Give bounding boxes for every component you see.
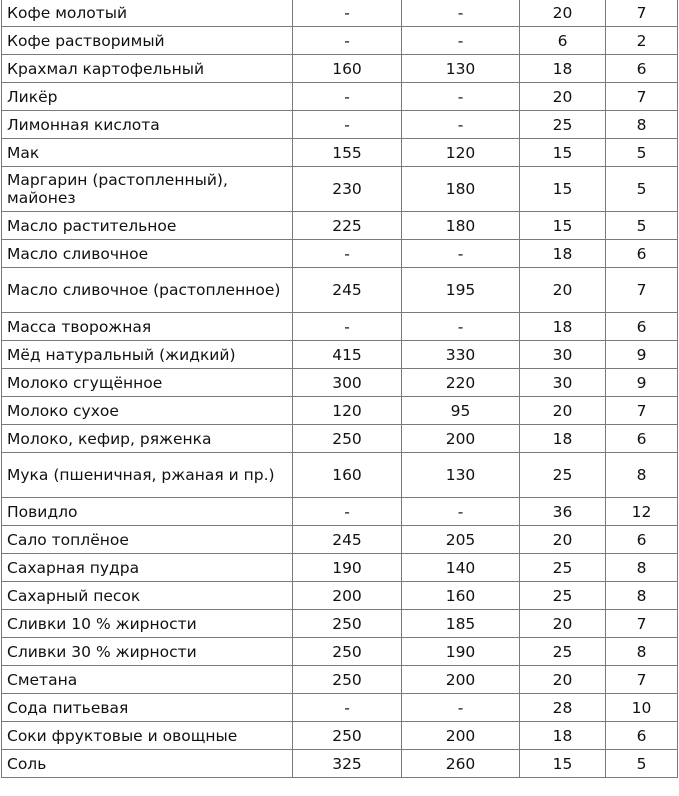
value-cell-col3: 140 [402, 554, 520, 582]
value-cell-col4: 25 [520, 582, 606, 610]
product-name-cell: Соки фруктовые и овощные [2, 722, 293, 750]
value-cell-col2: 250 [293, 610, 402, 638]
product-name-cell: Мак [2, 139, 293, 167]
value-cell-col4: 20 [520, 397, 606, 425]
value-cell-col4: 18 [520, 425, 606, 453]
table-row [2, 55, 678, 83]
table-row [2, 341, 678, 369]
value-cell-col2: 245 [293, 268, 402, 313]
table-row [2, 268, 678, 313]
table-row [2, 212, 678, 240]
value-cell-col2: - [293, 83, 402, 111]
product-name-cell: Сода питьевая [2, 694, 293, 722]
value-cell-col3: 190 [402, 638, 520, 666]
value-cell-col2: - [293, 0, 402, 27]
value-cell-col5: 5 [606, 167, 678, 212]
value-cell-col2: 250 [293, 638, 402, 666]
value-cell-col4: 20 [520, 83, 606, 111]
value-cell-col4: 25 [520, 111, 606, 139]
value-cell-col4: 6 [520, 27, 606, 55]
table-row [2, 610, 678, 638]
value-cell-col3: - [402, 111, 520, 139]
value-cell-col4: 20 [520, 666, 606, 694]
table-row [2, 139, 678, 167]
table-row [2, 694, 678, 722]
value-cell-col3: 200 [402, 722, 520, 750]
table-row [2, 83, 678, 111]
value-cell-col4: 18 [520, 55, 606, 83]
value-cell-col3: - [402, 240, 520, 268]
product-name-cell: Сало топлёное [2, 526, 293, 554]
value-cell-col2: 245 [293, 526, 402, 554]
value-cell-col2: - [293, 313, 402, 341]
value-cell-col4: 18 [520, 722, 606, 750]
value-cell-col3: 200 [402, 666, 520, 694]
table-row [2, 0, 678, 27]
value-cell-col4: 15 [520, 167, 606, 212]
value-cell-col4: 20 [520, 268, 606, 313]
product-name-cell: Масса творожная [2, 313, 293, 341]
value-cell-col5: 6 [606, 526, 678, 554]
table-row [2, 498, 678, 526]
value-cell-col4: 18 [520, 313, 606, 341]
value-cell-col5: 7 [606, 268, 678, 313]
product-name-cell: Молоко, кефир, ряженка [2, 425, 293, 453]
value-cell-col2: 415 [293, 341, 402, 369]
table-row [2, 722, 678, 750]
value-cell-col3: - [402, 498, 520, 526]
product-name-cell: Сахарная пудра [2, 554, 293, 582]
value-cell-col4: 15 [520, 750, 606, 778]
product-name-cell: Молоко сухое [2, 397, 293, 425]
value-cell-col3: 180 [402, 167, 520, 212]
value-cell-col3: 120 [402, 139, 520, 167]
value-cell-col5: 12 [606, 498, 678, 526]
value-cell-col5: 7 [606, 666, 678, 694]
value-cell-col5: 8 [606, 554, 678, 582]
value-cell-col5: 6 [606, 313, 678, 341]
table-body [2, 0, 678, 778]
value-cell-col5: 8 [606, 638, 678, 666]
value-cell-col2: - [293, 240, 402, 268]
value-cell-col2: 230 [293, 167, 402, 212]
value-cell-col2: 160 [293, 453, 402, 498]
value-cell-col5: 5 [606, 212, 678, 240]
product-name-cell: Кофе растворимый [2, 27, 293, 55]
value-cell-col4: 18 [520, 240, 606, 268]
table-row [2, 666, 678, 694]
value-cell-col4: 15 [520, 139, 606, 167]
value-cell-col5: 6 [606, 55, 678, 83]
value-cell-col3: 205 [402, 526, 520, 554]
value-cell-col5: 8 [606, 111, 678, 139]
value-cell-col3: 130 [402, 55, 520, 83]
value-cell-col3: 195 [402, 268, 520, 313]
product-name-cell: Соль [2, 750, 293, 778]
value-cell-col5: 9 [606, 341, 678, 369]
value-cell-col5: 7 [606, 83, 678, 111]
value-cell-col2: 155 [293, 139, 402, 167]
value-cell-col3: - [402, 694, 520, 722]
value-cell-col4: 20 [520, 0, 606, 27]
value-cell-col3: - [402, 83, 520, 111]
value-cell-col4: 28 [520, 694, 606, 722]
table-row [2, 240, 678, 268]
product-name-cell: Сахарный песок [2, 582, 293, 610]
product-name-cell: Молоко сгущённое [2, 369, 293, 397]
value-cell-col2: 160 [293, 55, 402, 83]
value-cell-col4: 15 [520, 212, 606, 240]
value-cell-col4: 30 [520, 341, 606, 369]
table-row [2, 638, 678, 666]
value-cell-col4: 25 [520, 453, 606, 498]
value-cell-col3: 260 [402, 750, 520, 778]
value-cell-col5: 6 [606, 240, 678, 268]
value-cell-col3: 95 [402, 397, 520, 425]
product-name-cell: Повидло [2, 498, 293, 526]
value-cell-col5: 5 [606, 750, 678, 778]
value-cell-col2: 250 [293, 425, 402, 453]
value-cell-col4: 20 [520, 526, 606, 554]
product-name-cell: Сливки 30 % жирности [2, 638, 293, 666]
value-cell-col3: 160 [402, 582, 520, 610]
value-cell-col5: 6 [606, 425, 678, 453]
value-cell-col2: 300 [293, 369, 402, 397]
value-cell-col3: - [402, 313, 520, 341]
table-row [2, 526, 678, 554]
table-row [2, 313, 678, 341]
product-name-cell: Сливки 10 % жирности [2, 610, 293, 638]
value-cell-col5: 8 [606, 453, 678, 498]
table-row [2, 397, 678, 425]
product-name-cell: Мука (пшеничная, ржаная и пр.) [2, 453, 293, 498]
table-row [2, 369, 678, 397]
value-cell-col2: 250 [293, 666, 402, 694]
value-cell-col5: 7 [606, 0, 678, 27]
value-cell-col3: 220 [402, 369, 520, 397]
product-name-cell: Кофе молотый [2, 0, 293, 27]
product-name-cell: Маргарин (растопленный), майонез [2, 167, 293, 212]
product-name-cell: Масло сливочное [2, 240, 293, 268]
product-name-cell: Масло сливочное (растопленное) [2, 268, 293, 313]
table-row [2, 111, 678, 139]
table-row [2, 582, 678, 610]
value-cell-col2: 250 [293, 722, 402, 750]
value-cell-col2: - [293, 694, 402, 722]
value-cell-col3: 330 [402, 341, 520, 369]
product-name-cell: Сметана [2, 666, 293, 694]
value-cell-col5: 7 [606, 610, 678, 638]
value-cell-col5: 2 [606, 27, 678, 55]
table-row [2, 453, 678, 498]
product-name-cell: Масло растительное [2, 212, 293, 240]
value-cell-col2: 325 [293, 750, 402, 778]
product-name-cell: Мёд натуральный (жидкий) [2, 341, 293, 369]
value-cell-col4: 36 [520, 498, 606, 526]
table-row [2, 167, 678, 212]
table-row [2, 750, 678, 778]
value-cell-col3: - [402, 0, 520, 27]
value-cell-col4: 20 [520, 610, 606, 638]
value-cell-col2: 225 [293, 212, 402, 240]
value-cell-col2: 200 [293, 582, 402, 610]
value-cell-col5: 8 [606, 582, 678, 610]
value-cell-col2: 190 [293, 554, 402, 582]
value-cell-col4: 25 [520, 638, 606, 666]
table-row [2, 425, 678, 453]
value-cell-col2: 120 [293, 397, 402, 425]
value-cell-col3: 185 [402, 610, 520, 638]
value-cell-col2: - [293, 111, 402, 139]
value-cell-col5: 7 [606, 397, 678, 425]
value-cell-col3: - [402, 27, 520, 55]
value-cell-col4: 30 [520, 369, 606, 397]
value-cell-col3: 130 [402, 453, 520, 498]
value-cell-col4: 25 [520, 554, 606, 582]
value-cell-col5: 6 [606, 722, 678, 750]
product-name-cell: Лимонная кислота [2, 111, 293, 139]
value-cell-col2: - [293, 498, 402, 526]
value-cell-col5: 5 [606, 139, 678, 167]
value-cell-col5: 9 [606, 369, 678, 397]
measures-table [1, 0, 678, 778]
value-cell-col5: 10 [606, 694, 678, 722]
value-cell-col2: - [293, 27, 402, 55]
product-name-cell: Крахмал картофельный [2, 55, 293, 83]
table-row [2, 27, 678, 55]
value-cell-col3: 180 [402, 212, 520, 240]
product-name-cell: Ликёр [2, 83, 293, 111]
value-cell-col3: 200 [402, 425, 520, 453]
table-row [2, 554, 678, 582]
